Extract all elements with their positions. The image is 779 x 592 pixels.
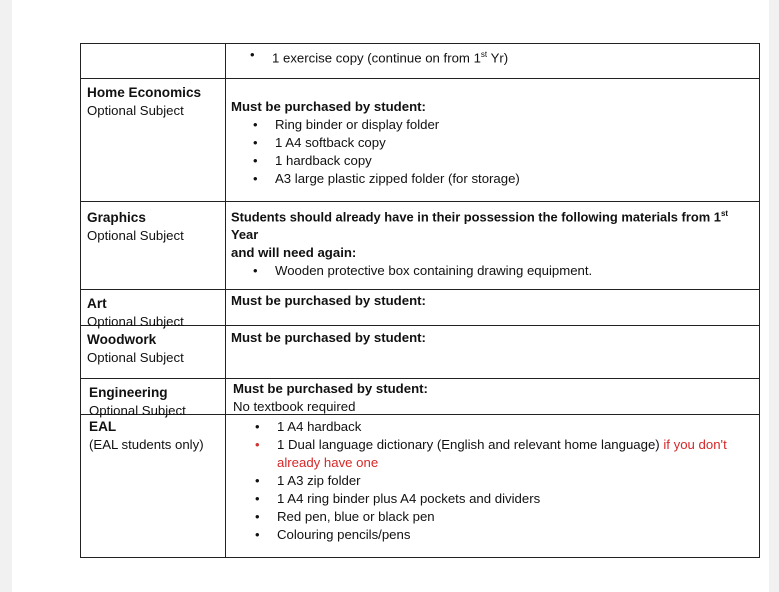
list-item: • 1 A4 ring binder plus A4 pockets and dividers bbox=[233, 490, 757, 508]
table-border bbox=[80, 43, 81, 558]
list-item: • Colouring pencils/pens bbox=[233, 526, 757, 544]
requirements-cell-engineering bbox=[233, 380, 753, 416]
list-item: • Ring binder or display folder bbox=[231, 116, 751, 134]
list-item: • 1 A4 hardback bbox=[233, 418, 757, 436]
table-border bbox=[759, 43, 760, 558]
column-divider bbox=[225, 43, 226, 558]
subject-cell-art bbox=[87, 295, 222, 331]
row-divider bbox=[80, 289, 759, 290]
requirements-cell-eal bbox=[233, 418, 757, 544]
list-item: • 1 Dual language dictionary (English and relevant home language) if you don't already have one bbox=[233, 436, 757, 472]
subject-name: Art bbox=[87, 296, 107, 311]
list-item: • 1 A4 softback copy bbox=[231, 134, 751, 152]
table-border bbox=[80, 557, 759, 558]
subject-type: Optional Subject bbox=[87, 314, 184, 329]
requirements-heading: Must be purchased by student: bbox=[231, 330, 426, 345]
subject-cell-woodwork bbox=[87, 331, 222, 367]
subject-name: Woodwork bbox=[87, 332, 157, 347]
subject-name: Home Economics bbox=[87, 85, 202, 100]
requirements-cell-home-economics bbox=[231, 98, 751, 188]
subject-type: Optional Subject bbox=[87, 103, 184, 118]
requirements-heading: Students should already have in their possession the following materials from 1st Year bbox=[231, 209, 729, 243]
list-item: • A3 large plastic zipped folder (for storage) bbox=[231, 170, 751, 188]
subject-cell-eal bbox=[89, 418, 224, 454]
list-item: • 1 exercise copy (continue on from 1st Yr) bbox=[228, 46, 748, 67]
subject-type: (EAL students only) bbox=[89, 437, 204, 452]
list-item: • 1 A3 zip folder bbox=[233, 472, 757, 490]
requirements-heading: Must be purchased by student: bbox=[233, 381, 428, 396]
row-divider bbox=[80, 378, 759, 379]
subject-cell-graphics bbox=[87, 209, 222, 245]
document-page bbox=[12, 0, 769, 592]
list-item: • Red pen, blue or black pen bbox=[233, 508, 757, 526]
subject-name: Graphics bbox=[87, 210, 146, 225]
row-divider bbox=[80, 201, 759, 202]
requirements-note: No textbook required bbox=[233, 399, 356, 414]
continuation-cell bbox=[228, 46, 748, 67]
subject-name: Engineering bbox=[89, 385, 168, 400]
list-item: • Wooden protective box containing drawing equipment. bbox=[231, 262, 757, 280]
requirements-cell-art bbox=[231, 292, 751, 310]
row-divider bbox=[80, 78, 759, 79]
requirements-heading-continued: and will need again: bbox=[231, 245, 357, 261]
subject-type: Optional Subject bbox=[87, 228, 184, 243]
requirements-cell-woodwork bbox=[231, 329, 751, 347]
requirements-cell-graphics bbox=[231, 205, 757, 280]
subject-name: EAL bbox=[89, 419, 117, 434]
requirements-heading: Must be purchased by student: bbox=[231, 99, 426, 114]
subject-type: Optional Subject bbox=[87, 350, 184, 365]
list-item: • 1 hardback copy bbox=[231, 152, 751, 170]
subject-cell-engineering bbox=[89, 384, 224, 420]
requirements-heading: Must be purchased by student: bbox=[231, 293, 426, 308]
requirements-table bbox=[80, 0, 759, 592]
subject-cell-home-economics bbox=[87, 84, 222, 120]
table-border bbox=[80, 43, 759, 44]
subject-type: Optional Subject bbox=[89, 403, 186, 418]
